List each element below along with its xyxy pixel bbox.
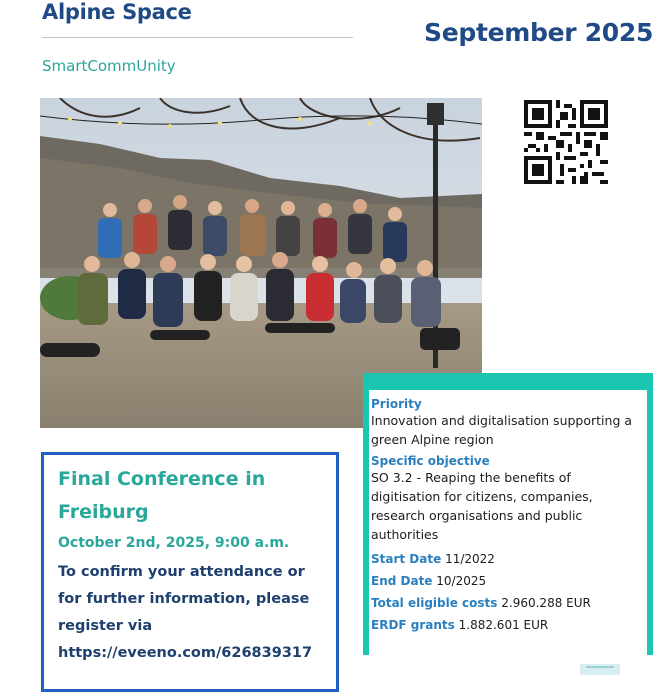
conference-box xyxy=(41,452,339,692)
project-info-panel xyxy=(363,373,653,655)
start-date-value: 11/2022 xyxy=(445,552,495,566)
conference-title: Final Conference in Freiburg xyxy=(58,468,266,523)
priority-label: Priority xyxy=(371,397,422,411)
start-date-label: Start Date xyxy=(371,552,442,566)
objective-text: SO 3.2 - Reaping the benefits of digitisation for citizens, companies, research organisations and public authorities xyxy=(371,470,593,542)
costs-row xyxy=(371,596,641,610)
conference-body: To confirm your attendance or for further information, please register via xyxy=(58,564,310,634)
conference-datetime: October 2nd, 2025, 9:00 a.m. xyxy=(58,535,290,551)
objective-label: Specific objective xyxy=(371,454,490,468)
start-date-row xyxy=(371,552,641,566)
erdf-value: 1.882.601 EUR xyxy=(458,618,549,632)
erdf-row xyxy=(371,618,641,632)
programme-title: Alpine Space xyxy=(42,0,192,24)
end-date-value: 10/2025 xyxy=(436,574,487,588)
erdf-label: ERDF grants xyxy=(371,618,455,632)
newsletter-date: September 2025 xyxy=(424,18,654,47)
header-divider xyxy=(42,37,353,38)
costs-value: 2.960.288 EUR xyxy=(501,596,591,610)
project-name: SmartCommUnity xyxy=(42,57,176,75)
registration-link[interactable]: https://eveeno.com/626839317 xyxy=(58,645,313,661)
footer-logo-icon xyxy=(578,660,622,675)
costs-label: Total eligible costs xyxy=(371,596,498,610)
qr-code-icon[interactable] xyxy=(524,100,608,184)
end-date-row xyxy=(371,574,641,588)
priority-text: Innovation and digitalisation supporting a green Alpine region xyxy=(371,413,633,447)
end-date-label: End Date xyxy=(371,574,433,588)
